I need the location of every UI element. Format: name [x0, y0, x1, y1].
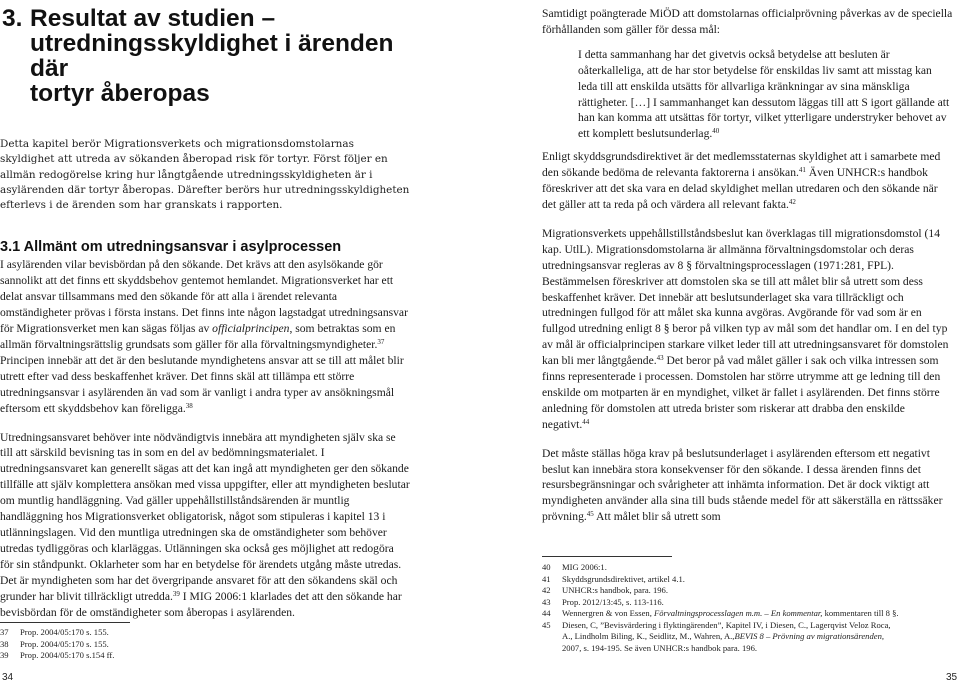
right-paragraph-0: Samtidigt poängterade MiÖD att domstolarnas officialprövning påverkas av de speciella förhållanden som gäller för dessa mål: — [542, 7, 953, 36]
footnote-continuation — [542, 631, 899, 643]
text: Även UNHCR:s handbok föreskriver att det ska vara en delad skyldighet mellan utredaren och den sökande när det gäller att ta reda på och värdera all relevant fakta. — [542, 166, 938, 211]
footnote-text: Skyddsgrundsdirektivet, artikel 4.1. — [562, 573, 685, 584]
footnote-number: 42 — [542, 585, 551, 595]
section-title: Allmänt om utredningsansvar i asylprocessen — [23, 239, 342, 256]
text: kommentaren till 8 §. — [822, 608, 899, 618]
footnote — [0, 627, 114, 639]
text: , som betraktas som en allmän förvaltningsrättslig grundsats som gäller för alla förvaltningsmyndigheter. — [0, 322, 396, 352]
footnote-text: MIG 2006:1. — [562, 562, 607, 572]
text: Det beror på vad målet gäller i sak och vilka intressen som finns representerade i processen. Domstolen har större utrymme att ge ledning till den enskilde om motparten är en myndighet, vilket är fallet i asylärenden. Det finns större anledning för domstolen att utreda brister som riskerar att drabba den enskilde negativt. — [542, 354, 941, 431]
text: Principen innebär att det är den beslutande myndighetens ansvar att se till att målet blir utrett efter vad dess beskaffenhet kräver. Det finns skäl att tillämpa ett större utredningsansvar i asylärenden än vad som är vanligt i andra typer av ansökningsmål eftersom ett skyddsbehov kan föreligga. — [0, 353, 404, 415]
left-page — [0, 0, 410, 620]
footnote-continuation — [542, 643, 899, 655]
footnote-number: 37 — [0, 627, 9, 637]
footnote-number: 41 — [542, 573, 551, 584]
footnote-number: 38 — [0, 638, 9, 649]
footnote — [542, 620, 899, 632]
text: Att målet blir så utrett som — [593, 510, 721, 524]
chapter-number: 3. — [2, 5, 23, 32]
chapter-intro: Detta kapitel berör Migrationsverkets och migrationsdomstolarnas skyldighet att utreda av sökanden åberopad risk för tortyr. Först följer en allmän redogörelse kring hur långtgående utredningsskyldigheten är i asylärenden där tortyr åberopas. Därefter berörs hur utredningsskyldigheten efterlevs i de ärenden som har granskats i rapporten. — [0, 138, 410, 212]
footnote — [542, 597, 899, 609]
page-number-left: 34 — [2, 672, 14, 683]
text: A., Lindholm Biling, K., Seidlitz, M., Wahren, A., — [562, 631, 735, 641]
footnote — [0, 650, 114, 662]
block-quote — [542, 47, 954, 142]
page-number-right: 35 — [946, 672, 958, 683]
right-paragraph-3 — [542, 446, 954, 526]
footnote-ref[interactable]: 45 — [586, 510, 594, 519]
chapter-title-line-2: utredningsskyldighet i ärenden där — [30, 30, 394, 82]
text: Migrationsverkets uppehållstillståndsbeslut kan överklagas till migrationsdomstol (14 kap. UtlL). Migrationsdomstolarna är allmänna förvaltningsdomstolar och deras utredningsansvar regleras av 8 § förvaltningsprocesslagen (1971:281, FPL). Bestämmelsen föreskriver att domstolen ska se till att målet blir så utrett som dess beskaffenhet kräver. Det innebär att beslutsunderlaget ska vara tillräckligt och utredningen fullgod för att målet ska kunna avgöras. Avgörande för vad som är en fullgod utredning enligt 8 § beror på vilken typ av mål som det handlar om. I en del typ av mål är officialprincipen starkare vilket leder till att utredningsansvaret för domstolen kan bli mer långtgående. — [542, 226, 949, 368]
footnote-text: UNHCR:s handbok, para. 196. — [562, 585, 668, 595]
text: Utredningsansvaret behöver inte nödvändigtvis innebära att myndigheten själv ska se till att särskild bevisning tas in som en del av bedömningsmaterialet. I utredningsansvaret kan generellt sägas att det kan ingå att myndigheten ger den sökande tillfälle att själv komplettera ansökan med vissa uppgifter, eller att myndigheten beslutar om muntlig handläggning. Vad gäller uppehållstillståndsärenden är muntlig handläggning hos Migrationsverket obligatorisk, något som stipuleras i kapitel 13 i utlänningslagen. Vid den muntliga utredningen ska de omständigheter som behöver utredas tydliggöras och klarläggas. Utlänningen ska också ges möjlighet att redogöra för sin ståndpunkt. Oklarheter som har en betydelse för ärendets utgång måste utredas. Det är myndigheten som har det övergripande ansvaret för att den sökandens skäl och grunder har blivit tillräckligt utredda. — [0, 430, 410, 603]
footnote-text: Prop. 2004/05:170 s. 155. — [20, 627, 109, 637]
left-paragraph-1 — [0, 257, 410, 416]
text: Det måste ställas höga krav på beslutsunderlaget i asylärenden eftersom ett negativt beslut kan innebära stora konsekvenser för den sökande. I dessa ärenden finns det resursbegränsningar och svårigheter att inhämta information. Det är dock viktigt att myndigheten använder alla sina till buds stående medel för att säkerställa en rättssäker prövning. — [542, 446, 943, 524]
footnote-number: 40 — [542, 562, 551, 572]
chapter-title-line-1: Resultat av studien – — [30, 5, 276, 32]
footnote — [542, 562, 899, 574]
footnote-text: Prop. 2004/05:170 s.154 ff. — [20, 650, 115, 660]
right-paragraph-2 — [542, 226, 954, 433]
left-footnotes — [0, 627, 114, 662]
footnote-rule — [0, 622, 130, 623]
footnote-number: 44 — [542, 608, 551, 618]
footnote-ref[interactable]: 38 — [185, 401, 193, 410]
footnote-text: Prop. 2012/13:45, s. 113-116. — [562, 596, 664, 607]
right-paragraph-1 — [542, 149, 954, 213]
footnote — [0, 639, 114, 651]
text: I asylärenden vilar bevisbördan på den sökande. Det krävs att den asylsökande gör sannolikt att det finns ett skyddsbehov gentemot hemlandet. Migrationsverket har ett delat ansvar tillsammans med den sökande för att alla i ärendet relevanta omständigheter prövas i första instans. Det finns inte någon lagstadgat utredningsansvar för Migrationsverket men kan sägas följas av — [0, 258, 408, 336]
footnote-number: 39 — [0, 650, 9, 660]
footnote — [542, 608, 899, 620]
footnote-ref[interactable]: 43 — [656, 354, 664, 363]
section-heading — [0, 239, 410, 256]
right-page — [542, 0, 954, 525]
quote-text: I detta sammanhang har det givetvis också betydelse att besluten är oåterkalleliga, att de har stor betydelse för enskildas liv samt att misstag kan leda till att enskilda utsätts för allvarliga kränkningar av sina mänskliga rättigheter. […] I sammanhanget kan dessutom läggas till att S igort gällande att han kan komma att utsättas för tortyr, vilket ytterligare understryker behovet av ett komplett beslutsunderlag. — [578, 47, 950, 141]
footnote-text: Prop. 2004/05:170 s. 155. — [20, 638, 109, 649]
left-paragraph-2 — [0, 430, 410, 621]
footnote-ref[interactable]: 40 — [712, 127, 720, 136]
footnote-text — [562, 608, 899, 620]
footnote — [542, 574, 899, 586]
chapter-title-line-3: tortyr åberopas — [30, 80, 210, 107]
italic-title: Förvaltningsprocesslagen m.m. – En kommentar, — [654, 608, 823, 618]
section-number: 3.1 — [0, 239, 21, 256]
footnote-ref[interactable]: 44 — [582, 417, 590, 426]
footnote — [542, 585, 899, 597]
footnote-text: Diesen, C, ”Bevisvärdering i flyktingärenden”, Kapitel IV, i Diesen, C., Lagerqvist Veloz Roca, — [562, 619, 891, 630]
text: I MIG 2006:1 klarlades det att den sökande har bevisbördan för de omständigheter som åberopas i asylärenden. — [0, 589, 402, 619]
text: 2007, s. 194-195. Se även UNHCR:s handbok para. 196. — [562, 642, 758, 653]
footnote-ref[interactable]: 42 — [788, 197, 796, 206]
chapter-heading — [0, 6, 410, 106]
footnote-ref[interactable]: 41 — [798, 166, 806, 175]
footnote-ref[interactable]: 37 — [377, 338, 385, 347]
italic-title: BEVIS 8 – Prövning av migrationsärenden, — [734, 631, 885, 641]
footnote-ref[interactable]: 39 — [172, 589, 180, 598]
text: Wennergren & von Essen, — [562, 608, 654, 618]
footnote-rule — [542, 556, 672, 557]
right-footnotes — [542, 562, 899, 654]
footnote-number: 45 — [542, 619, 551, 630]
footnote-number: 43 — [542, 596, 551, 607]
text: Enligt skyddsgrundsdirektivet är det medlemsstaternas skyldighet att i samarbete med den sökande bedöma de relevanta faktorerna i ansökan. — [542, 150, 941, 180]
italic-term: officialprincipen — [212, 322, 290, 336]
